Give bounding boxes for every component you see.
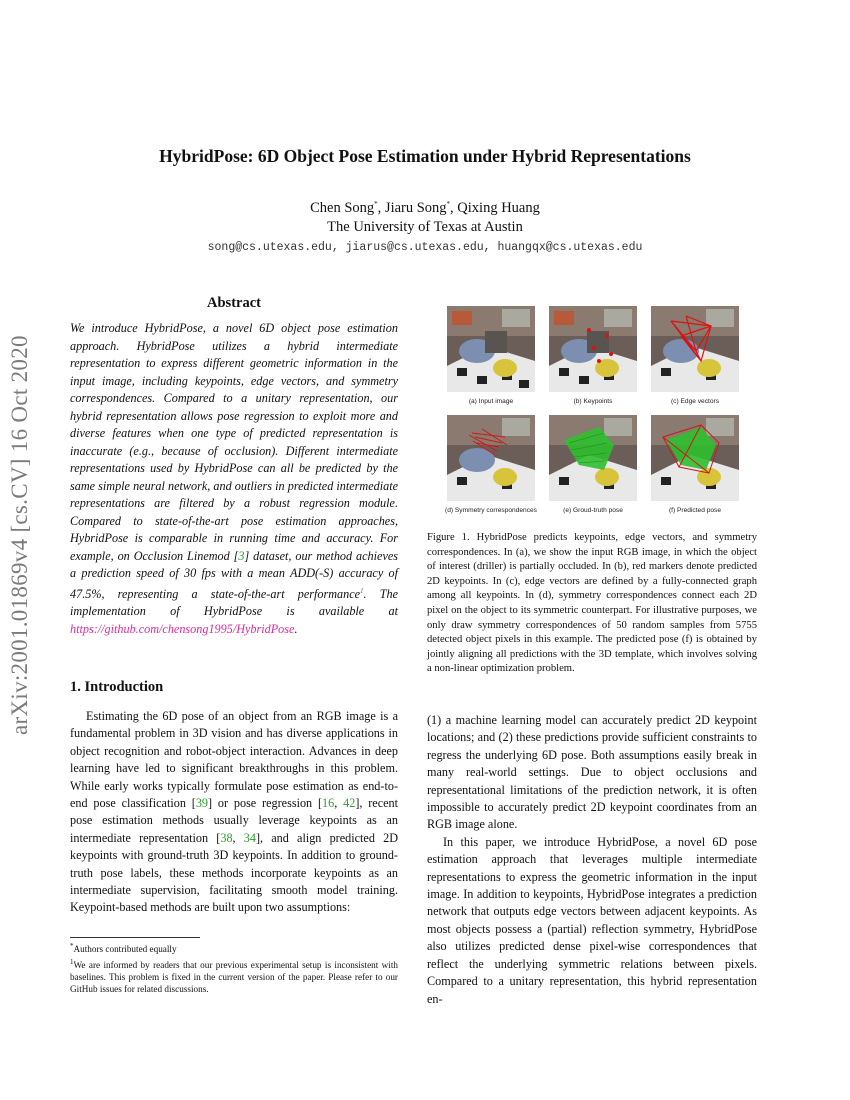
citation-link[interactable]: 34 (243, 830, 256, 845)
paper-title: HybridPose: 6D Object Pose Estimation under Hybrid Representations (159, 146, 691, 166)
author-name: Chen Song (310, 200, 375, 216)
intro-paragraph (70, 708, 398, 917)
abstract-heading: Abstract (207, 295, 261, 311)
figure-image-predicted-pose (651, 415, 739, 501)
abstract-text: ] dataset, our method achieves a prediction speed of 30 fps with a mean ADD(-S) accuracy of 47.5%, representing a state-of-the-art performance (70, 548, 399, 601)
footnote-mark: 1 (70, 958, 74, 967)
subcaption-b: (b) Keypoints (573, 398, 613, 405)
citation-link[interactable]: 16 (322, 796, 335, 811)
paragraph-text: ], and align predicted 2D keypoints with ground-truth 3D keypoints. In addition to ground-truth pose labels, these methods incorporate keypoints as an intermediate supervision, facilitating smooth model training. Keypoint-based methods are built upon two assumptions: (70, 830, 398, 915)
footnote-mark: * (70, 942, 74, 950)
figure-image-edge-vectors (651, 306, 739, 392)
citation-link[interactable]: 42 (343, 796, 356, 811)
figure-image-keypoints (549, 306, 637, 392)
intro-paragraph: (1) a machine learning model can accurately predict 2D keypoint locations; and (2) these predictions provide sufficient constraints to regress the underlying 6D pose. Both assumptions easily break in many real-world settings. Due to object occlusions and representational limitations of the prediction network, it is often impossible to accurately predict 2D keypoint coordinates from an RGB image alone. (427, 713, 757, 832)
paragraph-text: , (232, 830, 244, 845)
intro-paragraph: In this paper, we introduce HybridPose, a novel 6D pose estimation approach that leverages multiple intermediate representations to express the geometric information in the input image. In addition to keypoints, HybridPose integrates a prediction network that outputs edge vectors between adjacent keypoints. As most objects possess a (partial) reflection symmetry, HybridPose also utilizes predicted dense pixel-wise correspondences that reflect the underlying symmetric relations between pixels. Compared to a unitary representation, this hybrid representation en- (427, 834, 757, 1006)
figure-image-symmetry (447, 415, 535, 501)
affiliation: The University of Texas at Austin (327, 219, 523, 235)
figure-caption: Figure 1. HybridPose predicts keypoints, edge vectors, and symmetry correspondences. In (a), we show the input RGB image, in which the object of interest (driller) is partially occluded. In (b), red markers denote predicted 2D keypoints. In (c), edge vectors are defined by a fully-connected graph among all keypoints. In (d), symmetry correspondences connect each 2D pixel on the object to its symmetric counterpart. For illustrative purposes, we only draw symmetry correspondences of 50 random samples from 5755 detected object pixels in this example. The predicted pose (f) is obtained by jointly aligning all predictions with the 3D template, which involves solving a non-linear optimization problem. (427, 532, 757, 675)
abstract-text: We introduce HybridPose, a novel 6D object pose estimation approach. HybridPose utilizes a hybrid intermediate representation to express different geometric information in the input image, including keypoints, edge vectors, and symmetry correspondences. Compared to a unitary representation, our hybrid representation allows pose regression to exploit more and diverse features when one type of predicted representation is inaccurate (e.g., because of occlusion). Different intermediate representations used by HybridPose can all be predicted by the same simple neural network, and outliers in predicted intermediate representations are filtered by a robust regression module. Compared to state-of-the-art pose estimation approaches, HybridPose is comparable in running time and accuracy. For example, on Occlusion Linemod [ (70, 321, 398, 563)
footnotes (70, 940, 398, 996)
abstract-body (70, 320, 398, 638)
citation-link[interactable]: 3 (238, 548, 245, 563)
paragraph-text: ] or pose regression [ (208, 796, 323, 811)
citation-link[interactable]: 39 (195, 796, 208, 811)
figure-image-input (447, 306, 535, 392)
subcaption-c: (c) Edge vectors (670, 398, 719, 405)
paragraph-text: ], recent pose estimation methods usually leverage keypoints as an intermediate representation [ (70, 796, 399, 845)
footnote-marker[interactable]: 1 (360, 586, 364, 595)
intro-column-right (427, 712, 757, 1008)
footnote-rule (70, 937, 200, 938)
github-link[interactable]: https://github.com/chensong1995/HybridPose (70, 621, 295, 636)
author-name: Qixing Huang (457, 200, 540, 216)
paragraph-text: Estimating the 6D pose of an object from an RGB image is a fundamental problem in 3D vision and has diverse applications in object recognition and robot-object interaction. Advances in deep learning have led to significant breakthroughs in this problem. While early works typically formulate pose estimation as end-to-end pose classification [ (70, 709, 398, 811)
subcaption-f: (f) Predicted pose (668, 507, 722, 514)
footnote-text: We are informed by readers that our previous experimental setup is inconsistent with baselines. This problem is fixed in the current version of the paper. Please refer to our GitHub issues for related discussions. (70, 960, 398, 995)
subcaption-d: (d) Symmetry correspondences (445, 507, 537, 514)
intro-column-left (70, 708, 398, 917)
footnote-star (70, 940, 398, 955)
citation-link[interactable]: 38 (220, 830, 233, 845)
author-list: Chen Song*, Jiaru Song*, Qixing Huang (310, 200, 540, 216)
abstract-text: . The implementation of HybridPose is available at (70, 586, 398, 619)
subcaption-e: (e) Groud-truth pose (563, 507, 623, 514)
paragraph-text: , (334, 796, 344, 811)
footnote-text: Authors contributed equally (73, 944, 177, 955)
section-heading-introduction: 1. Introduction (70, 679, 164, 695)
author-emails: song@cs.utexas.edu, jiarus@cs.utexas.edu, huangqx@cs.utexas.edu (207, 241, 643, 254)
footnote-one (70, 956, 398, 995)
subcaption-a: (a) Input image (468, 398, 514, 405)
figure-image-groundtruth-pose (549, 415, 637, 501)
abstract-end: . (294, 621, 298, 636)
arxiv-stamp: arXiv:2001.01869v4 [cs.CV] 16 Oct 2020 (7, 335, 32, 735)
author-name: Jiaru Song (384, 200, 447, 216)
